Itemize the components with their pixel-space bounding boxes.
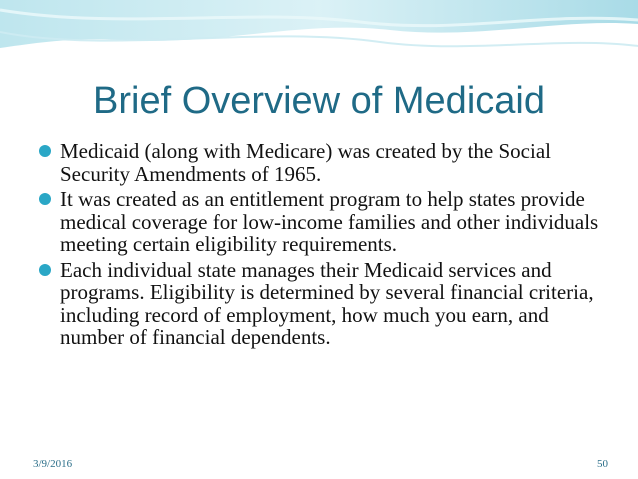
header-wave-decoration (0, 0, 638, 70)
bullet-icon (39, 193, 51, 205)
footer-date: 3/9/2016 (33, 458, 73, 470)
footer-page-number: 50 (597, 458, 608, 470)
bullet-list (38, 140, 608, 349)
bullet-icon (39, 145, 51, 157)
bullet-item-1 (38, 140, 608, 185)
bullet-item-3 (38, 259, 608, 349)
bullet-text: It was created as an entitlement program to help states provide medical coverage for low-income families and other individuals meeting certain eligibility requirements. (60, 187, 599, 256)
bullet-text: Medicaid (along with Medicare) was created by the Social Security Amendments of 1965. (60, 139, 551, 186)
bullet-text: Each individual state manages their Medicaid services and programs. Eligibility is determined by several financial criteria, including record of employment, how much you earn, and number of financial dependents. (60, 257, 594, 349)
bullet-item-2 (38, 188, 608, 256)
bullet-icon (39, 264, 51, 276)
slide-title: Brief Overview of Medicaid (93, 80, 545, 122)
